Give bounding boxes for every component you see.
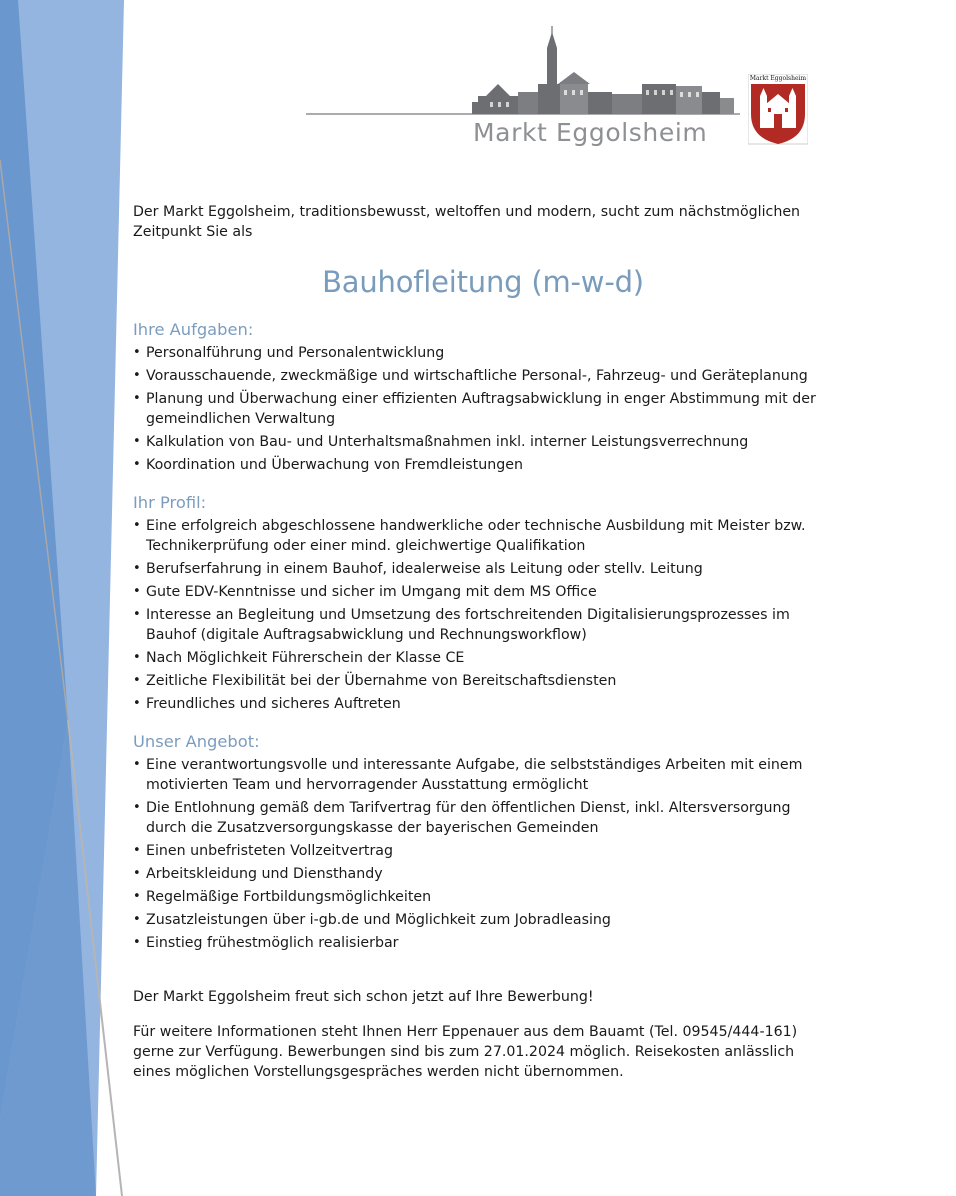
list-item: • Einen unbefristeten Vollzeitvertrag — [133, 841, 833, 861]
header-logo — [300, 26, 820, 150]
section-heading-profil: Ihr Profil: — [133, 493, 207, 512]
coat-of-arms-icon — [748, 74, 808, 146]
list-item: • Freundliches und sicheres Auftreten — [133, 694, 833, 714]
list-aufgaben — [133, 343, 833, 475]
skyline-icon — [300, 26, 750, 121]
section-heading-angebot: Unser Angebot: — [133, 732, 260, 751]
list-item: • Eine verantwortungsvolle und interessante Aufgabe, die selbstständiges Arbeiten mit einem motivierten Team und hervorragender Ausstattung ermöglicht — [133, 755, 833, 795]
list-item: • Gute EDV-Kenntnisse und sicher im Umgang mit dem MS Office — [133, 582, 833, 602]
logo-text: Markt Eggolsheim — [473, 118, 708, 147]
contact-info-text: Für weitere Informationen steht Ihnen Herr Eppenauer aus dem Bauamt (Tel. 09545/444-161) gerne zur Verfügung. Bewerbungen sind bis zum 27.01.2024 möglich. Reisekosten anlässlich eines möglichen Vorstellungsgespräches werden nicht übernommen. — [133, 1024, 798, 1080]
list-item: • Koordination und Überwachung von Fremdleistungen — [133, 455, 833, 475]
job-title: Bauhofleitung (m-w-d) — [322, 265, 644, 299]
list-item: • Vorausschauende, zweckmäßige und wirtschaftliche Personal-, Fahrzeug- und Geräteplanung — [133, 366, 833, 386]
list-profil — [133, 516, 833, 714]
list-item: • Regelmäßige Fortbildungsmöglichkeiten — [133, 887, 833, 907]
intro-text: Der Markt Eggolsheim, traditionsbewusst, weltoffen und modern, sucht zum nächstmöglichen Zeitpunkt Sie als — [133, 204, 801, 240]
list-item: • Nach Möglichkeit Führerschein der Klasse CE — [133, 648, 833, 668]
job-posting — [133, 202, 833, 1082]
list-item: • Kalkulation von Bau- und Unterhaltsmaßnahmen inkl. interner Leistungsverrechnung — [133, 432, 833, 452]
list-item: • Arbeitskleidung und Diensthandy — [133, 864, 833, 884]
list-item: • Personalführung und Personalentwicklung — [133, 343, 833, 363]
list-item: • Die Entlohnung gemäß dem Tarifvertrag für den öffentlichen Dienst, inkl. Altersversorgung durch die Zusatzversorgungskasse der bayerischen Gemeinden — [133, 798, 833, 838]
list-item: • Berufserfahrung in einem Bauhof, idealerweise als Leitung oder stellv. Leitung — [133, 559, 833, 579]
list-item: • Zeitliche Flexibilität bei der Übernahme von Bereitschaftsdiensten — [133, 671, 833, 691]
closing-text: Der Markt Eggolsheim freut sich schon jetzt auf Ihre Bewerbung! — [133, 989, 594, 1005]
list-item: • Zusatzleistungen über i-gb.de und Möglichkeit zum Jobradleasing — [133, 910, 833, 930]
list-item: • Einstieg frühestmöglich realisierbar — [133, 933, 833, 953]
crest-label: Markt Eggolsheim — [749, 75, 807, 82]
section-heading-aufgaben: Ihre Aufgaben: — [133, 320, 254, 339]
sidebar-decoration — [0, 0, 130, 1196]
list-item: • Interesse an Begleitung und Umsetzung des fortschreitenden Digitalisierungsprozesses im Bauhof (digitale Auftragsabwicklung und Rechnungsworkflow) — [133, 605, 833, 645]
list-item: • Planung und Überwachung einer effizienten Auftragsabwicklung in enger Abstimmung mit der gemeindlichen Verwaltung — [133, 389, 833, 429]
list-angebot — [133, 755, 833, 953]
list-item: • Eine erfolgreich abgeschlossene handwerkliche oder technische Ausbildung mit Meister bzw. Technikerprüfung oder einer mind. gleichwertige Qualifikation — [133, 516, 833, 556]
